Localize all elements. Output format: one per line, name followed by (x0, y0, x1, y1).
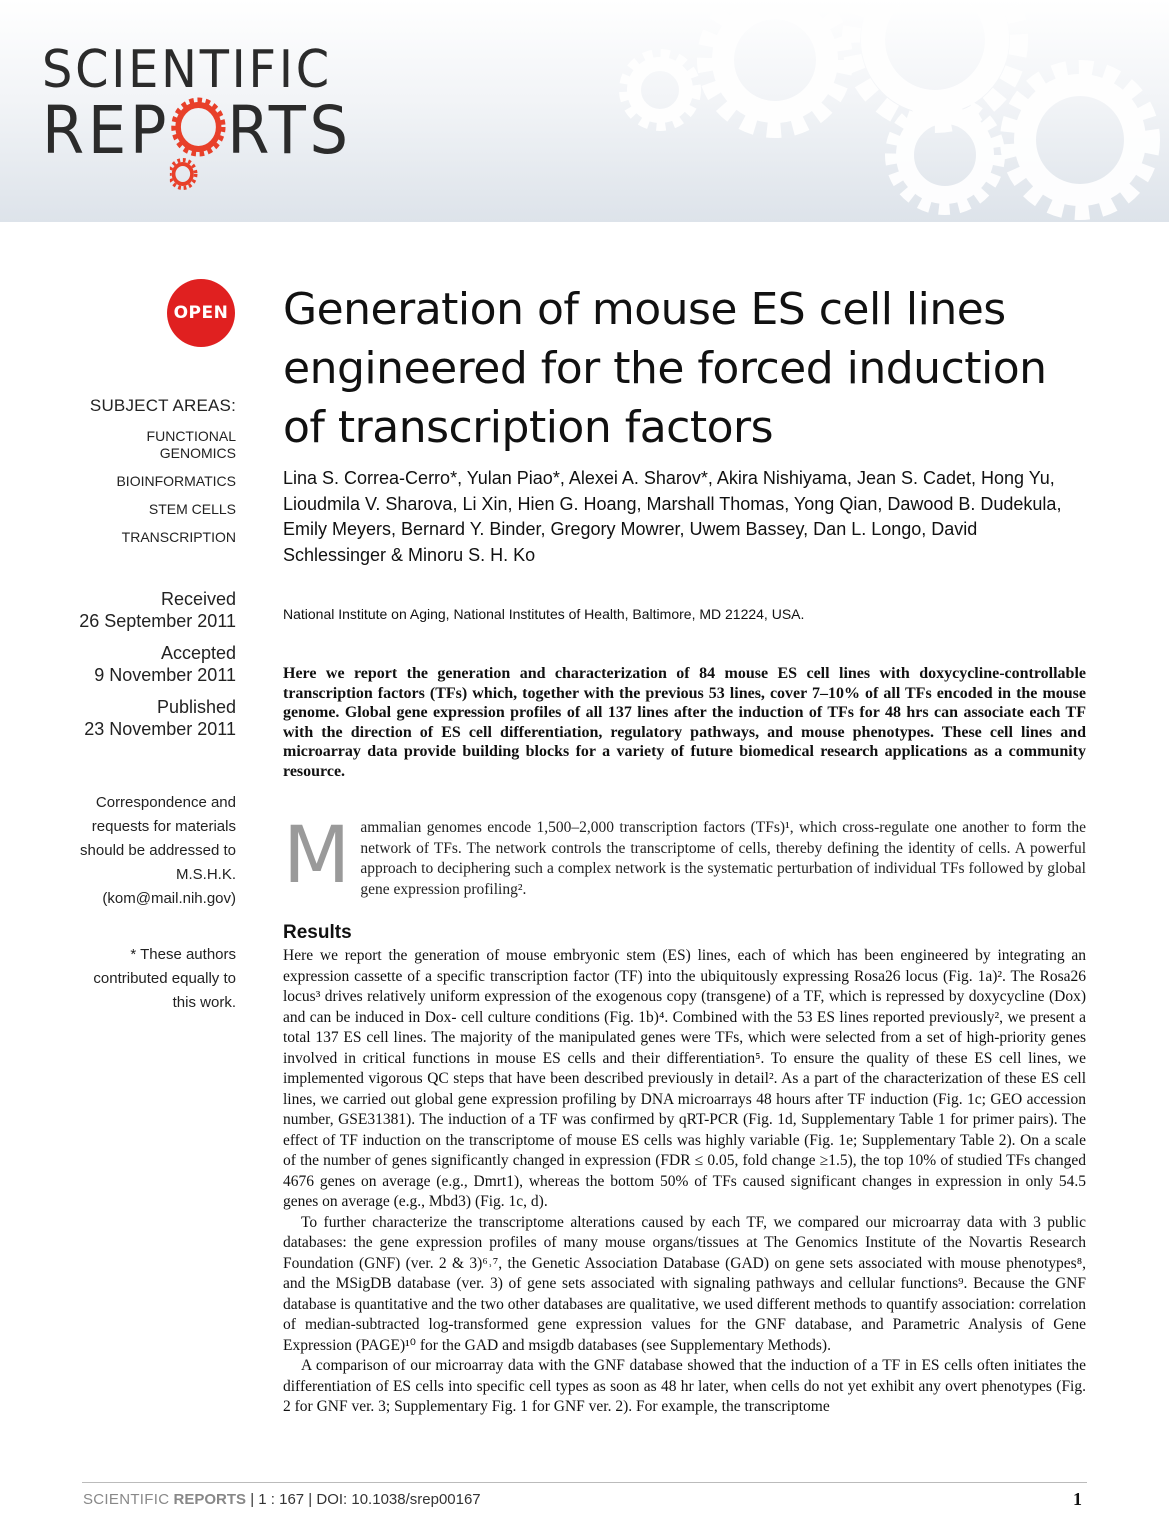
footer-journal-light: SCIENTIFIC (83, 1491, 170, 1508)
subject-areas-title: SUBJECT AREAS: (89, 396, 236, 415)
publication-dates (60, 588, 236, 740)
published-date: 23 November 2011 (84, 719, 236, 739)
correspondence-note: Correspondence and requests for materials should be addressed to M.S.H.K. (kom@mail.nih.gov) (80, 794, 236, 907)
subject-item[interactable]: TRANSCRIPTION (121, 529, 236, 545)
logo-text-rep: REP (42, 92, 171, 169)
decorative-gears-icon (590, 0, 1169, 222)
results-paragraph: Here we report the generation of mouse embryonic stem (ES) lines, each of which has been engineered by integrating an expression cassette of a specific transcription factor (TF) into the ubiquitously expressing Rosa26 locus (Fig. 1a)². The Rosa26 locus³ drives relatively uniform expression of the exogenous copy (transgene) of a TF, which is repressed by doxycycline (Dox) and can be induced in Dox- cell culture conditions (Fig. 1b)⁴. Combined with the 53 ES lines reported previously², we present a total 137 ES cell lines. The majority of the manipulated genes were TFs, which were selected from a set of high-priority genes involved in critical functions in mouse ES cells and their differentiation⁵. To ensure the quality of these ES cell lines, we implemented vigorous QC steps that have been described previously in detail². As a part of the characterization of these ES cell lines, we carried out global gene expression profiling by DNA microarrays 48 hours after TF induction (Fig. 1c; GEO accession number, GSE31381). The induction of a TF was confirmed by qRT-PCR (Fig. 1d, Supplementary Table 1 for primer pairs). The effect of TF induction on the transcriptome of mouse ES cells was highly variable (Fig. 1e; Supplementary Table 2). On a scale of the number of genes significantly changed in expression (FDR ≤ 0.05, fold change ≥1.5), the top 10% of studied TFs changed 4676 genes on average (e.g., Dmrt1), whereas the bottom 50% of TFs caused significant changes in expression in only 54.5 genes on average (e.g., Mbd3) (Fig. 1c, d). (283, 947, 1086, 1210)
footer-doi[interactable]: | 1 : 167 | DOI: 10.1038/srep00167 (250, 1491, 481, 1508)
footer-citation (83, 1491, 481, 1508)
received-date: 26 September 2011 (79, 611, 236, 631)
footer-journal-bold: REPORTS (173, 1491, 247, 1508)
intro-text: ammalian genomes encode 1,500–2,000 transcription factors (TFs)¹, which cross-regulate one another to form the network of TFs. The network controls the transcriptome of cells, thereby defining the identity of cells. A powerful approach to deciphering such a complex network is the systematic perturbation of individual TFs followed by global gene expression profiling². (360, 819, 1086, 898)
results-heading: Results (283, 922, 352, 943)
equal-contribution-note: * These authors contributed equally to this work. (93, 946, 236, 1011)
accepted-date: 9 November 2011 (94, 665, 236, 685)
accepted-label: Accepted (160, 643, 236, 663)
subject-item[interactable]: STEM CELLS (148, 501, 236, 517)
logo-gear-icon (170, 92, 227, 158)
affiliation: National Institute on Aging, National Institutes of Health, Baltimore, MD 21224, USA. (283, 606, 805, 622)
results-paragraph: A comparison of our microarray data with the GNF database showed that the induction of a TF in ES cells often initiates the differentiation of ES cells into specific cell types as soon as 48 hr later, when cells do not yet exhibit any overt phenotypes (Fig. 2 for GNF ver. 3; Supplementary Fig. 1 for GNF ver. 2). For example, the transcriptome (283, 1357, 1086, 1415)
journal-logo-bottom (42, 92, 352, 169)
page-number: 1 (1073, 1489, 1082, 1509)
logo-text-rts: RTS (227, 92, 352, 169)
open-access-badge: OPEN (167, 279, 235, 347)
subject-item[interactable]: BIOINFORMATICS (116, 473, 236, 489)
published-label: Published (156, 697, 236, 717)
received-label: Received (160, 589, 236, 609)
subject-item[interactable]: FUNCTIONAL GENOMICS (146, 428, 236, 461)
journal-header (0, 0, 1169, 222)
results-body (283, 946, 1086, 1418)
drop-cap: M (283, 811, 351, 901)
introduction-paragraph (283, 811, 1086, 901)
footer-divider (82, 1482, 1087, 1483)
article-title: Generation of mouse ES cell lines engineered for the forced induction of transcription factors (283, 284, 1047, 453)
journal-logo-top: SCIENTIFIC (42, 40, 332, 100)
author-list: Lina S. Correa-Cerro*, Yulan Piao*, Alexei A. Sharov*, Akira Nishiyama, Jean S. Cadet, Hong Yu, Lioudmila V. Sharova, Li Xin, Hien G. Hoang, Marshall Thomas, Yong Qian, Dawood B. Dudekula, Emily Meyers, Bernard Y. Binder, Gregory Mowrer, Uwem Bassey, Dan L. Longo, David Schlessinger & Minoru S. H. Ko (283, 468, 1062, 565)
subject-list (60, 428, 236, 557)
abstract: Here we report the generation and characterization of 84 mouse ES cell lines with doxycycline-controllable transcription factors (TFs) which, together with the previous 53 lines, cover 7–10% of all TFs encoded in the mouse genome. Global gene expression profiles of all 137 lines after the induction of TFs for 48 hrs can associate each TF with the direction of ES cell differentiation, regulatory pathways, and mouse phenotypes. These cell lines and microarray data provide building blocks for a variety of future biomedical research applications as a community resource. (283, 665, 1086, 780)
results-paragraph: To further characterize the transcriptome alterations caused by each TF, we compared our microarray data with 3 public databases: the gene expression profiles of many mouse organs/tissues at The Genomics Institute of the Novartis Research Foundation (GNF) (ver. 2 & 3)⁶˒⁷, the Genetic Association Database (GAD) on gene sets associated with mouse phenotypes⁸, and the MSigDB database (ver. 3) of gene sets associated with signaling pathways and cellular functions⁹. Because the GNF database is quantitative and the two other databases are qualitative, we used different methods to quantify association: correlation of median-subtracted log-transformed gene expression values for the GNF database, and Parametric Analysis of Gene Expression (PAGE)¹⁰ for the GAD and msigdb databases (see Supplementary Methods). (283, 1213, 1086, 1354)
